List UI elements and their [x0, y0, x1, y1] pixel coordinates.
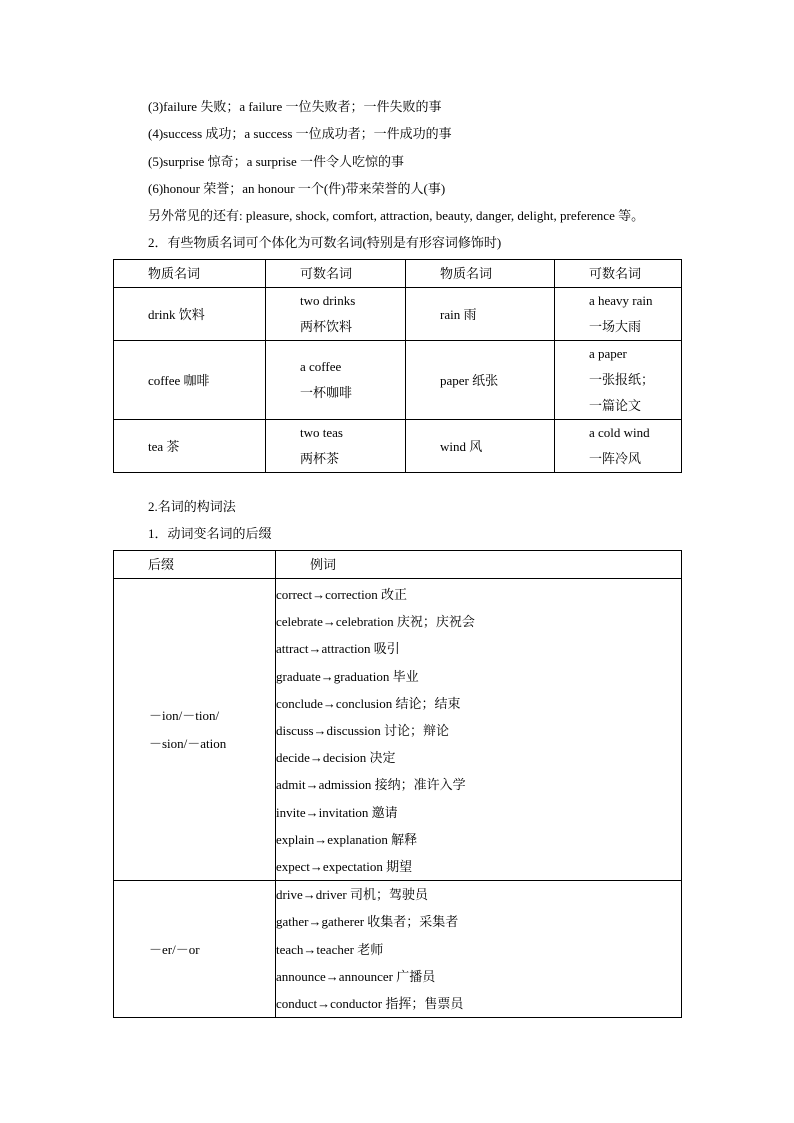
column-header: 例词 — [310, 557, 337, 572]
column-header: 物质名词 — [148, 266, 201, 281]
example-word: gather→gatherer 收集者；采集者 — [276, 914, 459, 930]
table-row — [114, 579, 682, 881]
countable-en: a coffee — [300, 359, 342, 374]
countable-en: two drinks — [300, 293, 356, 308]
example-cell — [276, 881, 682, 1018]
table-header-row — [114, 260, 682, 288]
countable-en: a heavy rain — [589, 293, 653, 308]
material-noun-table — [113, 259, 682, 473]
table-row — [114, 288, 682, 341]
countable-noun-cell — [266, 420, 405, 472]
example-word: invite→invitation 邀请 — [276, 804, 398, 820]
column-header: 可数名词 — [300, 266, 353, 281]
intro-line: (5)surprise 惊奇；a surprise 一件令人吃惊的事 — [148, 154, 404, 169]
intro-line: (3)failure 失败；a failure 一位失败者；一件失败的事 — [148, 99, 442, 114]
column-header: 可数名词 — [589, 266, 642, 281]
countable-zh: 两杯茶 — [300, 451, 340, 466]
intro-line: 2．有些物质名词可个体化为可数名词(特别是有形容词修饰时) — [148, 235, 502, 250]
table-header-row — [114, 551, 682, 579]
table-row — [114, 881, 682, 1018]
countable-zh: 一篇论文 — [589, 398, 642, 413]
countable-noun-cell — [555, 341, 681, 419]
countable-noun-cell — [555, 288, 681, 340]
countable-zh: 一张报纸； — [589, 372, 655, 387]
example-word: conduct→conductor 指挥；售票员 — [276, 996, 464, 1012]
suffix-text: －ion/－tion/ — [149, 707, 220, 723]
countable-zh: 一阵冷风 — [589, 451, 642, 466]
example-word: attract→attraction 吸引 — [276, 641, 400, 657]
example-word: drive→driver 司机；驾驶员 — [276, 887, 429, 903]
example-word: teach→teacher 老师 — [276, 941, 384, 957]
column-header: 后缀 — [148, 557, 175, 572]
material-noun-cell: coffee 咖啡 — [148, 372, 210, 388]
section-subtitle: 1．动词变名词的后缀 — [148, 526, 272, 541]
suffix-cell — [114, 937, 275, 962]
example-word: announce→announcer 广播员 — [276, 968, 436, 984]
example-word: graduate→graduation 毕业 — [276, 668, 419, 684]
intro-line: (4)success 成功；a success 一位成功者；一件成功的事 — [148, 126, 452, 141]
suffix-table — [113, 550, 682, 1018]
example-word: decide→decision 决定 — [276, 750, 396, 766]
example-word: explain→explanation 解释 — [276, 831, 418, 847]
countable-zh: 一杯咖啡 — [300, 385, 353, 400]
example-word: celebrate→celebration 庆祝；庆祝会 — [276, 614, 475, 630]
material-noun-cell: drink 饮料 — [148, 306, 205, 322]
countable-en: two teas — [300, 425, 343, 440]
example-cell — [276, 579, 682, 881]
example-word: conclude→conclusion 结论；结束 — [276, 695, 461, 711]
example-word: expect→expectation 期望 — [276, 859, 413, 875]
material-noun-cell: tea 茶 — [148, 438, 180, 454]
material-noun-cell: paper 纸张 — [440, 372, 499, 388]
example-word: discuss→discussion 讨论；辩论 — [276, 723, 449, 739]
section-title: 2.名词的构词法 — [148, 499, 236, 514]
suffix-text: －er/－or — [149, 941, 200, 957]
countable-zh: 一场大雨 — [589, 319, 642, 334]
intro-line: (6)honour 荣誉；an honour 一个(件)带来荣誉的人(事) — [148, 181, 446, 196]
countable-noun-cell — [266, 288, 405, 340]
table-row — [114, 341, 682, 420]
countable-en: a paper — [589, 346, 627, 361]
suffix-text: －sion/－ation — [149, 735, 227, 751]
suffix-cell — [114, 702, 275, 758]
table-row — [114, 420, 682, 473]
countable-noun-cell — [555, 420, 681, 472]
example-word: correct→correction 改正 — [276, 587, 408, 602]
example-word: admit→admission 接纳；准许入学 — [276, 777, 466, 793]
material-noun-cell: rain 雨 — [440, 306, 477, 322]
column-header: 物质名词 — [440, 266, 493, 281]
intro-line: 另外常见的还有: pleasure, shock, comfort, attraction, beauty, danger, delight, preference 等。 — [148, 208, 645, 223]
material-noun-cell: wind 风 — [440, 438, 483, 454]
countable-noun-cell — [266, 354, 405, 406]
countable-en: a cold wind — [589, 425, 650, 440]
countable-zh: 两杯饮料 — [300, 319, 353, 334]
